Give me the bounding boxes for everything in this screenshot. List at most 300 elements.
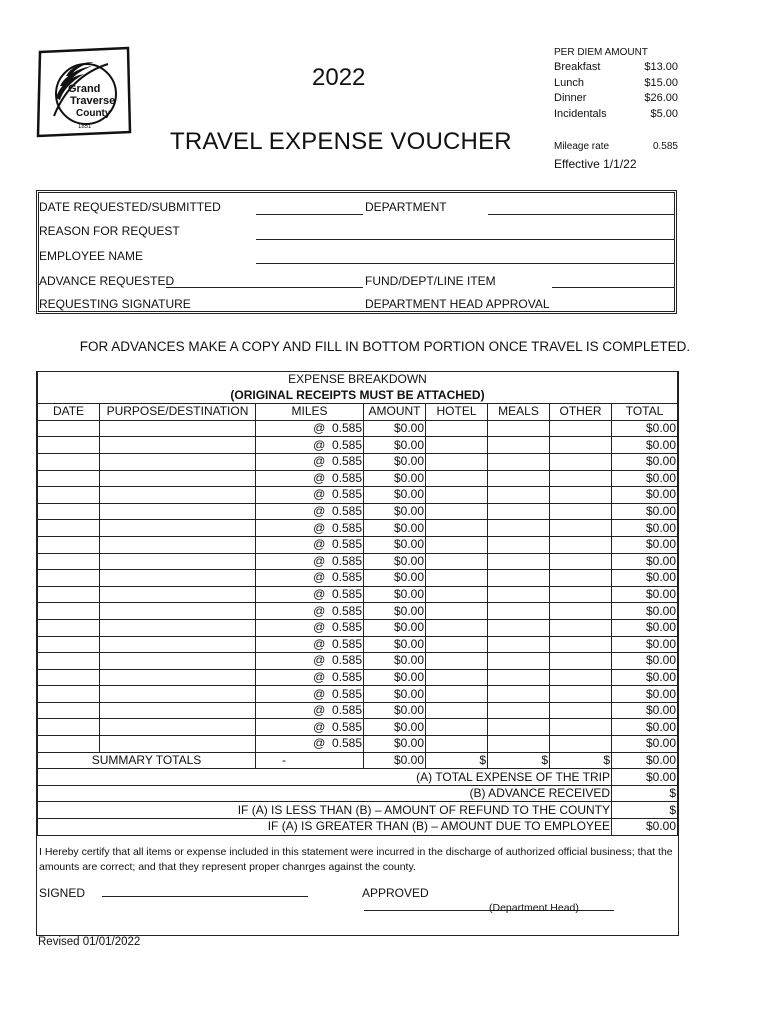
per-diem-label: Dinner <box>554 92 587 104</box>
summary-miles: - <box>256 752 364 769</box>
row-meals-cell[interactable] <box>488 536 550 553</box>
row-purpose-cell[interactable] <box>100 603 256 620</box>
row-purpose-cell[interactable] <box>100 719 256 736</box>
expense-row <box>38 437 678 454</box>
row-date-cell[interactable] <box>38 669 100 686</box>
row-amount-cell: $0.00 <box>364 553 426 570</box>
row-other-cell[interactable] <box>550 503 612 520</box>
row-purpose-cell[interactable] <box>100 736 256 753</box>
row-miles-cell[interactable] <box>256 619 364 636</box>
row-meals-cell[interactable] <box>488 702 550 719</box>
row-other-cell[interactable] <box>550 669 612 686</box>
row-rate: 0.585 <box>331 454 362 469</box>
logo-line-traverse: Traverse <box>70 95 116 107</box>
row-date-cell[interactable] <box>38 636 100 653</box>
advance-requested-field[interactable] <box>166 287 363 288</box>
date-requested-field[interactable] <box>256 214 363 215</box>
row-miles-cell[interactable] <box>256 636 364 653</box>
per-diem-row <box>554 61 678 77</box>
row-date-cell[interactable] <box>38 653 100 670</box>
row-meals-cell[interactable] <box>488 603 550 620</box>
row-amount-cell: $0.00 <box>364 736 426 753</box>
col-other: OTHER <box>550 404 612 421</box>
row-total-cell: $0.00 <box>612 520 678 537</box>
row-purpose-cell[interactable] <box>100 453 256 470</box>
row-date-cell[interactable] <box>38 619 100 636</box>
mileage-value: 0.585 <box>652 141 678 152</box>
summary-label: SUMMARY TOTALS <box>38 752 256 769</box>
signed-field[interactable] <box>102 886 308 897</box>
row-other-cell[interactable] <box>550 453 612 470</box>
row-amount-cell: $0.00 <box>364 487 426 504</box>
row-other-cell[interactable] <box>550 603 612 620</box>
row-miles-cell[interactable] <box>256 719 364 736</box>
col-date: DATE <box>38 404 100 421</box>
row-total-cell: $0.00 <box>612 736 678 753</box>
per-diem-header: PER DIEM AMOUNT <box>554 47 648 58</box>
row-miles-cell[interactable] <box>256 686 364 703</box>
row-other-cell[interactable] <box>550 553 612 570</box>
per-diem-label: Breakfast <box>554 61 601 73</box>
expense-row <box>38 702 678 719</box>
request-section <box>36 190 677 314</box>
row-other-cell[interactable] <box>550 702 612 719</box>
advance-received-value: $ <box>612 785 678 802</box>
row-purpose-cell[interactable] <box>100 653 256 670</box>
signed-label: SIGNED <box>39 886 86 900</box>
expense-row <box>38 553 678 570</box>
row-other-cell[interactable] <box>550 586 612 603</box>
expense-row <box>38 586 678 603</box>
row-hotel-cell[interactable] <box>426 653 488 670</box>
due-to-employee-row <box>38 819 678 836</box>
row-meals-cell[interactable] <box>488 719 550 736</box>
row-amount-cell: $0.00 <box>364 669 426 686</box>
reason-label: REASON FOR REQUEST <box>39 224 180 238</box>
summary-row <box>38 752 678 769</box>
row-at: @ <box>313 653 326 668</box>
col-total: TOTAL <box>612 404 678 421</box>
expense-row <box>38 536 678 553</box>
col-amount: AMOUNT <box>364 404 426 421</box>
refund-to-county-label: IF (A) IS LESS THAN (B) – AMOUNT OF REFUND TO THE COUNTY <box>38 802 612 819</box>
due-to-employee-label: IF (A) IS GREATER THAN (B) – AMOUNT DUE TO EMPLOYEE <box>38 819 612 836</box>
row-date-cell[interactable] <box>38 586 100 603</box>
expense-row <box>38 420 678 437</box>
expense-row <box>38 736 678 753</box>
row-rate: 0.585 <box>331 719 362 734</box>
row-purpose-cell[interactable] <box>100 420 256 437</box>
row-hotel-cell[interactable] <box>426 686 488 703</box>
row-total-cell: $0.00 <box>612 570 678 587</box>
fund-field[interactable] <box>552 287 674 288</box>
advance-requested-label: ADVANCE REQUESTED <box>39 274 175 288</box>
summary-meals: $ <box>488 752 550 769</box>
row-purpose-cell[interactable] <box>100 586 256 603</box>
per-diem-row <box>554 92 678 108</box>
row-amount-cell: $0.00 <box>364 686 426 703</box>
total-expense-value: $0.00 <box>612 769 678 786</box>
row-date-cell[interactable] <box>38 736 100 753</box>
row-rate: 0.585 <box>331 470 362 485</box>
row-amount-cell: $0.00 <box>364 586 426 603</box>
row-date-cell[interactable] <box>38 437 100 454</box>
row-total-cell: $0.00 <box>612 503 678 520</box>
row-other-cell[interactable] <box>550 619 612 636</box>
row-hotel-cell[interactable] <box>426 603 488 620</box>
logo-line-county: County <box>76 108 111 119</box>
expense-row <box>38 669 678 686</box>
row-meals-cell[interactable] <box>488 736 550 753</box>
row-total-cell: $0.00 <box>612 636 678 653</box>
row-hotel-cell[interactable] <box>426 536 488 553</box>
row-purpose-cell[interactable] <box>100 619 256 636</box>
expense-row <box>38 619 678 636</box>
row-amount-cell: $0.00 <box>364 653 426 670</box>
row-purpose-cell[interactable] <box>100 437 256 454</box>
row-purpose-cell[interactable] <box>100 553 256 570</box>
row-rate: 0.585 <box>331 487 362 502</box>
row-rate: 0.585 <box>331 636 362 651</box>
row-total-cell: $0.00 <box>612 653 678 670</box>
row-date-cell[interactable] <box>38 719 100 736</box>
expense-row <box>38 487 678 504</box>
row-at: @ <box>313 421 326 436</box>
row-at: @ <box>313 570 326 585</box>
row-other-cell[interactable] <box>550 437 612 454</box>
row-amount-cell: $0.00 <box>364 470 426 487</box>
breakdown-subtitle: (ORIGINAL RECEIPTS MUST BE ATTACHED) <box>38 388 678 404</box>
due-to-employee-value: $0.00 <box>612 819 678 836</box>
per-diem-value: $5.00 <box>650 107 678 120</box>
row-total-cell: $0.00 <box>612 686 678 703</box>
row-meals-cell[interactable] <box>488 636 550 653</box>
row-purpose-cell[interactable] <box>100 503 256 520</box>
row-at: @ <box>313 603 326 618</box>
department-label: DEPARTMENT <box>365 200 447 214</box>
row-at: @ <box>313 454 326 469</box>
row-miles-cell[interactable] <box>256 736 364 753</box>
row-total-cell: $0.00 <box>612 453 678 470</box>
row-other-cell[interactable] <box>550 570 612 587</box>
row-rate: 0.585 <box>331 669 362 684</box>
row-other-cell[interactable] <box>550 470 612 487</box>
row-total-cell: $0.00 <box>612 487 678 504</box>
row-amount-cell: $0.00 <box>364 619 426 636</box>
row-date-cell[interactable] <box>38 603 100 620</box>
refund-to-county-row <box>38 802 678 819</box>
row-purpose-cell[interactable] <box>100 686 256 703</box>
row-at: @ <box>313 587 326 602</box>
row-total-cell: $0.00 <box>612 603 678 620</box>
per-diem-value: $15.00 <box>644 76 678 89</box>
row-purpose-cell[interactable] <box>100 520 256 537</box>
expense-row <box>38 520 678 537</box>
row-date-cell[interactable] <box>38 536 100 553</box>
expense-row <box>38 470 678 487</box>
row-total-cell: $0.00 <box>612 420 678 437</box>
row-meals-cell[interactable] <box>488 437 550 454</box>
column-header-row <box>38 404 678 421</box>
col-purpose: PURPOSE/DESTINATION <box>100 404 256 421</box>
row-rate: 0.585 <box>331 421 362 436</box>
row-date-cell[interactable] <box>38 503 100 520</box>
row-amount-cell: $0.00 <box>364 453 426 470</box>
page-title: TRAVEL EXPENSE VOUCHER <box>170 128 512 155</box>
row-meals-cell[interactable] <box>488 653 550 670</box>
row-rate: 0.585 <box>331 653 362 668</box>
row-other-cell[interactable] <box>550 736 612 753</box>
row-rate: 0.585 <box>331 570 362 585</box>
logo-line-grand: Grand <box>68 83 101 95</box>
row-amount-cell: $0.00 <box>364 420 426 437</box>
row-total-cell: $0.00 <box>612 536 678 553</box>
row-total-cell: $0.00 <box>612 669 678 686</box>
row-amount-cell: $0.00 <box>364 636 426 653</box>
row-total-cell: $0.00 <box>612 437 678 454</box>
total-expense-row <box>38 769 678 786</box>
col-miles: MILES <box>256 404 364 421</box>
row-date-cell[interactable] <box>38 470 100 487</box>
dept-approval-label: DEPARTMENT HEAD APPROVAL <box>365 297 550 311</box>
row-amount-cell: $0.00 <box>364 437 426 454</box>
row-meals-cell[interactable] <box>488 619 550 636</box>
row-purpose-cell[interactable] <box>100 702 256 719</box>
row-purpose-cell[interactable] <box>100 470 256 487</box>
row-miles-cell[interactable] <box>256 702 364 719</box>
row-miles-cell[interactable] <box>256 487 364 504</box>
expense-row <box>38 653 678 670</box>
row-other-cell[interactable] <box>550 487 612 504</box>
refund-to-county-value: $ <box>612 802 678 819</box>
row-miles-cell[interactable] <box>256 420 364 437</box>
row-miles-cell[interactable] <box>256 470 364 487</box>
row-other-cell[interactable] <box>550 420 612 437</box>
row-hotel-cell[interactable] <box>426 669 488 686</box>
row-at: @ <box>313 470 326 485</box>
expense-breakdown <box>36 371 679 936</box>
expense-table <box>37 372 678 836</box>
row-purpose-cell[interactable] <box>100 487 256 504</box>
breakdown-title: EXPENSE BREAKDOWN <box>38 372 678 388</box>
row-date-cell[interactable] <box>38 553 100 570</box>
row-amount-cell: $0.00 <box>364 719 426 736</box>
row-meals-cell[interactable] <box>488 470 550 487</box>
row-meals-cell[interactable] <box>488 686 550 703</box>
signed-line <box>39 886 308 900</box>
row-date-cell[interactable] <box>38 702 100 719</box>
row-total-cell: $0.00 <box>612 619 678 636</box>
row-meals-cell[interactable] <box>488 553 550 570</box>
total-expense-label: (A) TOTAL EXPENSE OF THE TRIP <box>38 769 612 786</box>
row-hotel-cell[interactable] <box>426 437 488 454</box>
certification-text: I Hereby certify that all items or expense included in this statement were incurred in the discharge of authorized official business; that the amounts are correct; and that they represent proper chanrges against the county. <box>39 846 673 873</box>
row-meals-cell[interactable] <box>488 586 550 603</box>
row-rate: 0.585 <box>331 437 362 452</box>
row-miles-cell[interactable] <box>256 553 364 570</box>
row-at: @ <box>313 669 326 684</box>
row-at: @ <box>313 703 326 718</box>
row-rate: 0.585 <box>331 736 362 751</box>
row-miles-cell[interactable] <box>256 503 364 520</box>
row-meals-cell[interactable] <box>488 570 550 587</box>
row-at: @ <box>313 437 326 452</box>
logo-year: 1851 <box>78 124 92 130</box>
row-other-cell[interactable] <box>550 520 612 537</box>
row-amount-cell: $0.00 <box>364 536 426 553</box>
row-miles-cell[interactable] <box>256 437 364 454</box>
row-purpose-cell[interactable] <box>100 570 256 587</box>
effective-date: Effective 1/1/22 <box>554 157 637 171</box>
row-hotel-cell[interactable] <box>426 487 488 504</box>
row-at: @ <box>313 686 326 701</box>
row-hotel-cell[interactable] <box>426 719 488 736</box>
row-purpose-cell[interactable] <box>100 669 256 686</box>
row-date-cell[interactable] <box>38 420 100 437</box>
row-meals-cell[interactable] <box>488 520 550 537</box>
row-meals-cell[interactable] <box>488 503 550 520</box>
mileage-rate <box>554 141 678 152</box>
row-amount-cell: $0.00 <box>364 603 426 620</box>
row-other-cell[interactable] <box>550 536 612 553</box>
summary-amount: $0.00 <box>364 752 426 769</box>
col-meals: MEALS <box>488 404 550 421</box>
row-rate: 0.585 <box>331 553 362 568</box>
row-miles-cell[interactable] <box>256 520 364 537</box>
row-hotel-cell[interactable] <box>426 520 488 537</box>
row-amount-cell: $0.00 <box>364 702 426 719</box>
row-other-cell[interactable] <box>550 653 612 670</box>
row-total-cell: $0.00 <box>612 553 678 570</box>
row-date-cell[interactable] <box>38 570 100 587</box>
row-hotel-cell[interactable] <box>426 453 488 470</box>
per-diem-value: $26.00 <box>644 92 678 104</box>
mileage-label: Mileage rate <box>554 141 610 152</box>
row-meals-cell[interactable] <box>488 453 550 470</box>
summary-hotel: $ <box>426 752 488 769</box>
row-date-cell[interactable] <box>38 520 100 537</box>
row-date-cell[interactable] <box>38 487 100 504</box>
form-year: 2022 <box>312 64 366 91</box>
row-total-cell: $0.00 <box>612 470 678 487</box>
row-hotel-cell[interactable] <box>426 702 488 719</box>
row-miles-cell[interactable] <box>256 653 364 670</box>
row-total-cell: $0.00 <box>612 719 678 736</box>
row-miles-cell[interactable] <box>256 570 364 587</box>
row-other-cell[interactable] <box>550 686 612 703</box>
row-rate: 0.585 <box>331 520 362 535</box>
row-rate: 0.585 <box>331 603 362 618</box>
row-rate: 0.585 <box>331 703 362 718</box>
per-diem-label: Lunch <box>554 76 584 89</box>
reason-field[interactable] <box>256 239 674 240</box>
summary-total: $0.00 <box>612 752 678 769</box>
date-requested-label: DATE REQUESTED/SUBMITTED <box>39 200 221 214</box>
expense-row <box>38 686 678 703</box>
expense-row <box>38 719 678 736</box>
row-date-cell[interactable] <box>38 453 100 470</box>
signature-field[interactable] <box>188 311 363 312</box>
revision-date: Revised 01/01/2022 <box>38 936 141 948</box>
row-miles-cell[interactable] <box>256 586 364 603</box>
row-purpose-cell[interactable] <box>100 636 256 653</box>
row-amount-cell: $0.00 <box>364 503 426 520</box>
row-other-cell[interactable] <box>550 719 612 736</box>
per-diem-row <box>554 77 678 93</box>
row-hotel-cell[interactable] <box>426 736 488 753</box>
row-hotel-cell[interactable] <box>426 420 488 437</box>
row-meals-cell[interactable] <box>488 420 550 437</box>
row-at: @ <box>313 719 326 734</box>
row-rate: 0.585 <box>331 587 362 602</box>
row-miles-cell[interactable] <box>256 536 364 553</box>
row-hotel-cell[interactable] <box>426 470 488 487</box>
advance-received-label: (B) ADVANCE RECEIVED <box>38 785 612 802</box>
row-at: @ <box>313 636 326 651</box>
row-miles-cell[interactable] <box>256 453 364 470</box>
advance-received-row <box>38 785 678 802</box>
expense-row <box>38 603 678 620</box>
row-rate: 0.585 <box>331 620 362 635</box>
approved-label: APPROVED <box>362 886 429 900</box>
row-at: @ <box>313 620 326 635</box>
col-hotel: HOTEL <box>426 404 488 421</box>
row-rate: 0.585 <box>331 504 362 519</box>
row-amount-cell: $0.00 <box>364 570 426 587</box>
department-field[interactable] <box>488 214 674 215</box>
dept-head-caption: (Department Head) <box>489 902 579 914</box>
row-rate: 0.585 <box>331 686 362 701</box>
row-meals-cell[interactable] <box>488 669 550 686</box>
row-at: @ <box>313 520 326 535</box>
dept-approval-field[interactable] <box>545 311 654 312</box>
row-hotel-cell[interactable] <box>426 636 488 653</box>
row-at: @ <box>313 487 326 502</box>
per-diem-row <box>554 108 678 124</box>
row-at: @ <box>313 736 326 751</box>
row-meals-cell[interactable] <box>488 487 550 504</box>
row-at: @ <box>313 537 326 552</box>
row-purpose-cell[interactable] <box>100 536 256 553</box>
row-total-cell: $0.00 <box>612 586 678 603</box>
fund-label: FUND/DEPT/LINE ITEM <box>365 274 496 288</box>
employee-name-field[interactable] <box>256 263 674 264</box>
per-diem-value: $13.00 <box>644 61 678 73</box>
per-diem-table <box>554 47 678 123</box>
row-at: @ <box>313 504 326 519</box>
row-miles-cell[interactable] <box>256 603 364 620</box>
row-hotel-cell[interactable] <box>426 503 488 520</box>
expense-row <box>38 453 678 470</box>
row-hotel-cell[interactable] <box>426 570 488 587</box>
row-miles-cell[interactable] <box>256 669 364 686</box>
expense-row <box>38 570 678 587</box>
row-hotel-cell[interactable] <box>426 619 488 636</box>
summary-other: $ <box>550 752 612 769</box>
employee-name-label: EMPLOYEE NAME <box>39 249 144 263</box>
row-rate: 0.585 <box>331 537 362 552</box>
row-amount-cell: $0.00 <box>364 520 426 537</box>
row-at: @ <box>313 553 326 568</box>
expense-row <box>38 636 678 653</box>
advance-note: FOR ADVANCES MAKE A COPY AND FILL IN BOTTOM PORTION ONCE TRAVEL IS COMPLETED. <box>79 339 691 354</box>
row-hotel-cell[interactable] <box>426 553 488 570</box>
per-diem-label: Incidentals <box>554 107 607 120</box>
row-total-cell: $0.00 <box>612 702 678 719</box>
row-date-cell[interactable] <box>38 686 100 703</box>
row-hotel-cell[interactable] <box>426 586 488 603</box>
row-other-cell[interactable] <box>550 636 612 653</box>
